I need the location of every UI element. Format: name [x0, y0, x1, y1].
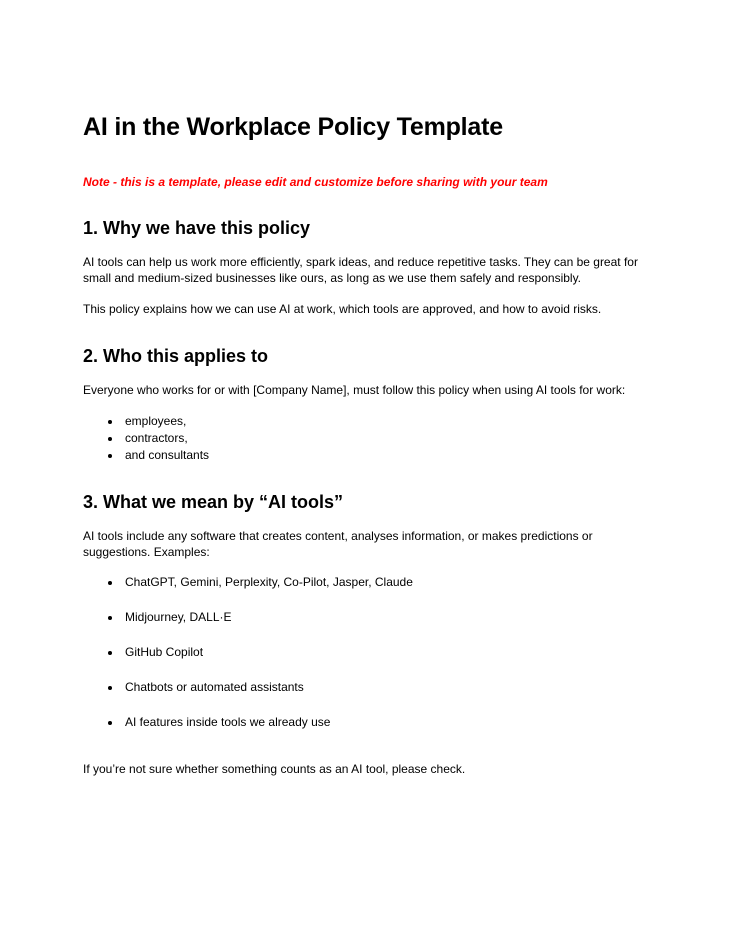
list-item: Midjourney, DALL·E [83, 609, 648, 626]
document-body [83, 113, 648, 778]
list-item: and consultants [83, 447, 648, 464]
list-item: GitHub Copilot [83, 644, 648, 661]
template-note: Note - this is a template, please edit and customize before sharing with your team [83, 174, 548, 189]
section-3-intro: AI tools include any software that creates content, analyses information, or makes predictions or suggestions. Examples: [83, 529, 593, 559]
list-item: contractors, [83, 430, 648, 447]
list-item: AI features inside tools we already use [83, 714, 648, 731]
list-item: ChatGPT, Gemini, Perplexity, Co-Pilot, Jasper, Claude [83, 574, 648, 591]
section-1-paragraph-1: AI tools can help us work more efficiently, spark ideas, and reduce repetitive tasks. They can be great for small and medium-sized businesses like ours, as long as we use them safely and responsibly. [83, 255, 638, 285]
section-what-we-mean-by-ai-tools [83, 491, 648, 732]
section-heading-1: 1. Why we have this policy [83, 217, 311, 238]
closing-note: If you’re not sure whether something counts as an AI tool, please check. [83, 762, 466, 777]
list-item: employees, [83, 413, 648, 430]
section-heading-2: 2. Who this applies to [83, 345, 269, 366]
section-2-bullet-list [83, 413, 648, 464]
list-item: Chatbots or automated assistants [83, 679, 648, 696]
section-who-this-applies-to [83, 345, 648, 464]
section-1-paragraph-2: This policy explains how we can use AI at work, which tools are approved, and how to avoid risks. [83, 302, 602, 317]
section-why-we-have-this-policy [83, 217, 648, 318]
section-2-intro: Everyone who works for or with [Company Name], must follow this policy when using AI tools for work: [83, 383, 626, 398]
section-heading-3: 3. What we mean by “AI tools” [83, 491, 344, 512]
section-3-bullet-list [83, 574, 648, 731]
document-title: AI in the Workplace Policy Template [83, 113, 503, 141]
